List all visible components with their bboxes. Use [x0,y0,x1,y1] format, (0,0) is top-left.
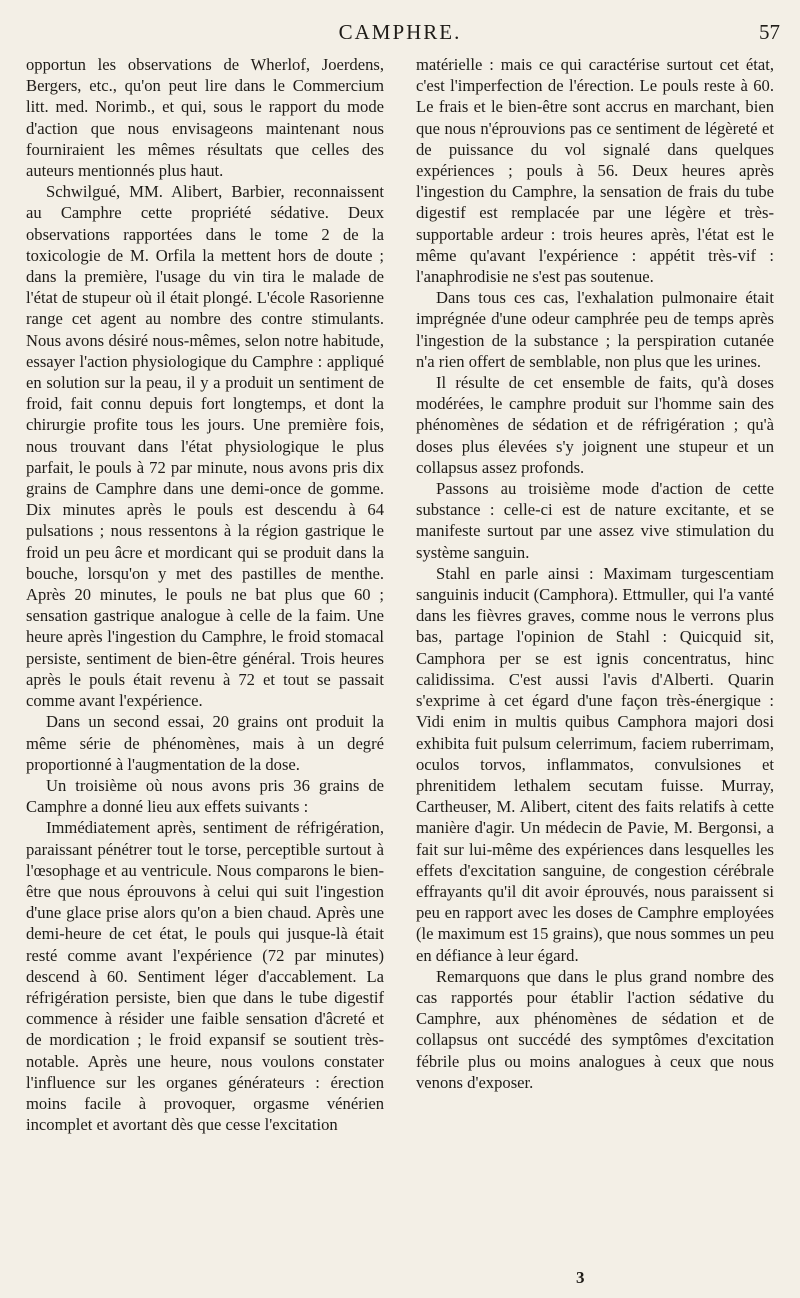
paragraph: opportun les observations de Wherlof, Joerdens, Bergers, etc., qu'on peut lire dans le Commercium litt. med. Norimb., et qui, sous le rapport du mode d'action que nous envisageons maintenant nous fourniraient les mêmes résultats que celles des auteurs mentionnés plus haut. [26,55,384,181]
right-column [416,54,774,1093]
paragraph: Remarquons que dans le plus grand nombre des cas rapportés pour établir l'action sédative du Camphre, aux phénomènes de sédation et de collapsus ont succédé des symptômes d'excitation fébrile plus ou moins analogues à ceux que nous venons d'exposer. [416,966,774,1092]
page-number: 57 [759,20,780,44]
paragraph: Stahl en parle ainsi : Maximam turgescentiam sanguinis inducit (Camphora). Ettmuller, qui l'a vanté dans les fièvres graves, comme nous le verrons plus bas, partage l'opinion de Stahl : Quicquid sit, Camphora per se est ignis concentratus, hinc calidissima. C'est aussi l'avis d'Alberti. Quarin s'exprime à cet égard d'une façon très-énergique : Vidi enim in multis quibus Camphora majori dosi exhibita fuit pulsum celerrimum, faciem ruberrimam, oculos torvos, inflammatos, convulsiones et phrenitidem lethalem secutam fuisse. Murray, Cartheuser, M. Alibert, citent des faits relatifs à cette manière d'agir. Un médecin de Pavie, M. Bergonsi, a fait sur lui-même des expériences dans lesquelles les effets d'excitation sanguine, de congestion cérébrale effrayants qu'il dit avoir éprouvés, nous paraissent si peu en rapport avec les doses de Camphre employées (le maximum est 15 grains), que nous sommes un peu en défiance à leur égard. [416,563,774,965]
paragraph: Un troisième où nous avons pris 36 grains de Camphre a donné lieu aux effets suivants : [26,775,384,817]
paragraph: Passons au troisième mode d'action de cette substance : celle-ci est de nature excitante, et se manifeste surtout par une assez vive stimulation du système sanguin. [416,479,774,562]
paragraph: matérielle : mais ce qui caractérise surtout cet état, c'est l'imperfection de l'érection. Le pouls reste à 60. Le frais et le bien-être sont accrus en marchant, bien que nous n'éprouvions pas ce sentiment de légèreté et de puissance du vol signalé dans quelques expériences ; pouls à 56. Deux heures après l'ingestion du Camphre, la sensation de frais du tube digestif est remplacée par une légère et très-supportable ardeur : trois heures après, l'état est le même qu'avant l'expérience : appétit très-vif : l'anaphrodisie ne s'est pas soutenue. [416,55,774,287]
page-header [0,12,800,48]
left-column [26,54,384,1135]
paragraph: Dans tous ces cas, l'exhalation pulmonaire était imprégnée d'une odeur camphrée peu de temps après l'ingestion de la substance ; la perspiration cutanée n'a rien offert de semblable, non plus que les urines. [416,288,774,371]
paragraph: Il résulte de cet ensemble de faits, qu'à doses modérées, le camphre produit sur l'homme sain des phénomènes de sédation et de réfrigération ; qu'à doses plus élevées s'y joignent une stupeur et un collapsus assez profonds. [416,373,774,477]
paragraph: Dans un second essai, 20 grains ont produit la même série de phénomènes, mais à un degré proportionné à l'augmentation de la dose. [26,712,384,774]
running-head: CAMPHRE. [338,20,462,44]
paragraph: Immédiatement après, sentiment de réfrigération, paraissant pénétrer tout le torse, perceptible surtout à l'œsophage et au ventricule. Nous comparons le bien-être que nous éprouvons à celui qui suit l'ingestion d'une glace prise alors qu'on a bien chaud. Après une demi-heure de cet état, le pouls qui jusque-là était resté comme avant l'expérience (72 par minutes) descend à 60. Sentiment léger d'accablement. La réfrigération persiste, bien que dans le tube digestif commence à résider une faible sensation d'âcreté et de mordication ; le froid expansif se soutient très-notable. Après une heure, nous voulons constater l'influence sur les organes générateurs : érection moins facile à provoquer, orgasme vénérien incomplet et avortant dès que cesse l'excitation [26,818,384,1135]
paragraph: Schwilgué, MM. Alibert, Barbier, reconnaissent au Camphre cette propriété sédative. Deux observations rapportées dans le tome 2 de la toxicologie de M. Orfila la mettent hors de doute ; dans la première, l'usage du vin tira le malade de l'état de stupeur où il était plongé. L'école Rasorienne range cet agent au nombre des contre stimulants. Nous avons désiré nous-mêmes, selon notre habitude, essayer l'action physiologique du Camphre : appliqué en solution sur la peau, il y a produit un sentiment de froid, fait connu depuis fort longtemps, et dont la chirurgie profite tous les jours. Une première fois, nous trouvant dans l'état physiologique le plus parfait, le pouls à 72 par minute, nous avons pris dix grains de Camphre dans une demi-once de gomme. Dix minutes après le pouls est descendu à 64 pulsations ; nous ressentons à la région gastrique le froid un peu âcre et mordicant qui se produit dans la bouche, lorsqu'on y met des pastilles de menthe. Après 20 minutes, le pouls ne bat plus que 60 ; sensation gastrique analogue à celle de la faim. Une heure après l'ingestion du Camphre, le froid stomacal persiste, sentiment de bien-être général. Trois heures après le pouls était revenu à 72 et tout se passait comme avant l'expérience. [26,182,384,711]
signature-mark: 3 [576,1268,585,1287]
